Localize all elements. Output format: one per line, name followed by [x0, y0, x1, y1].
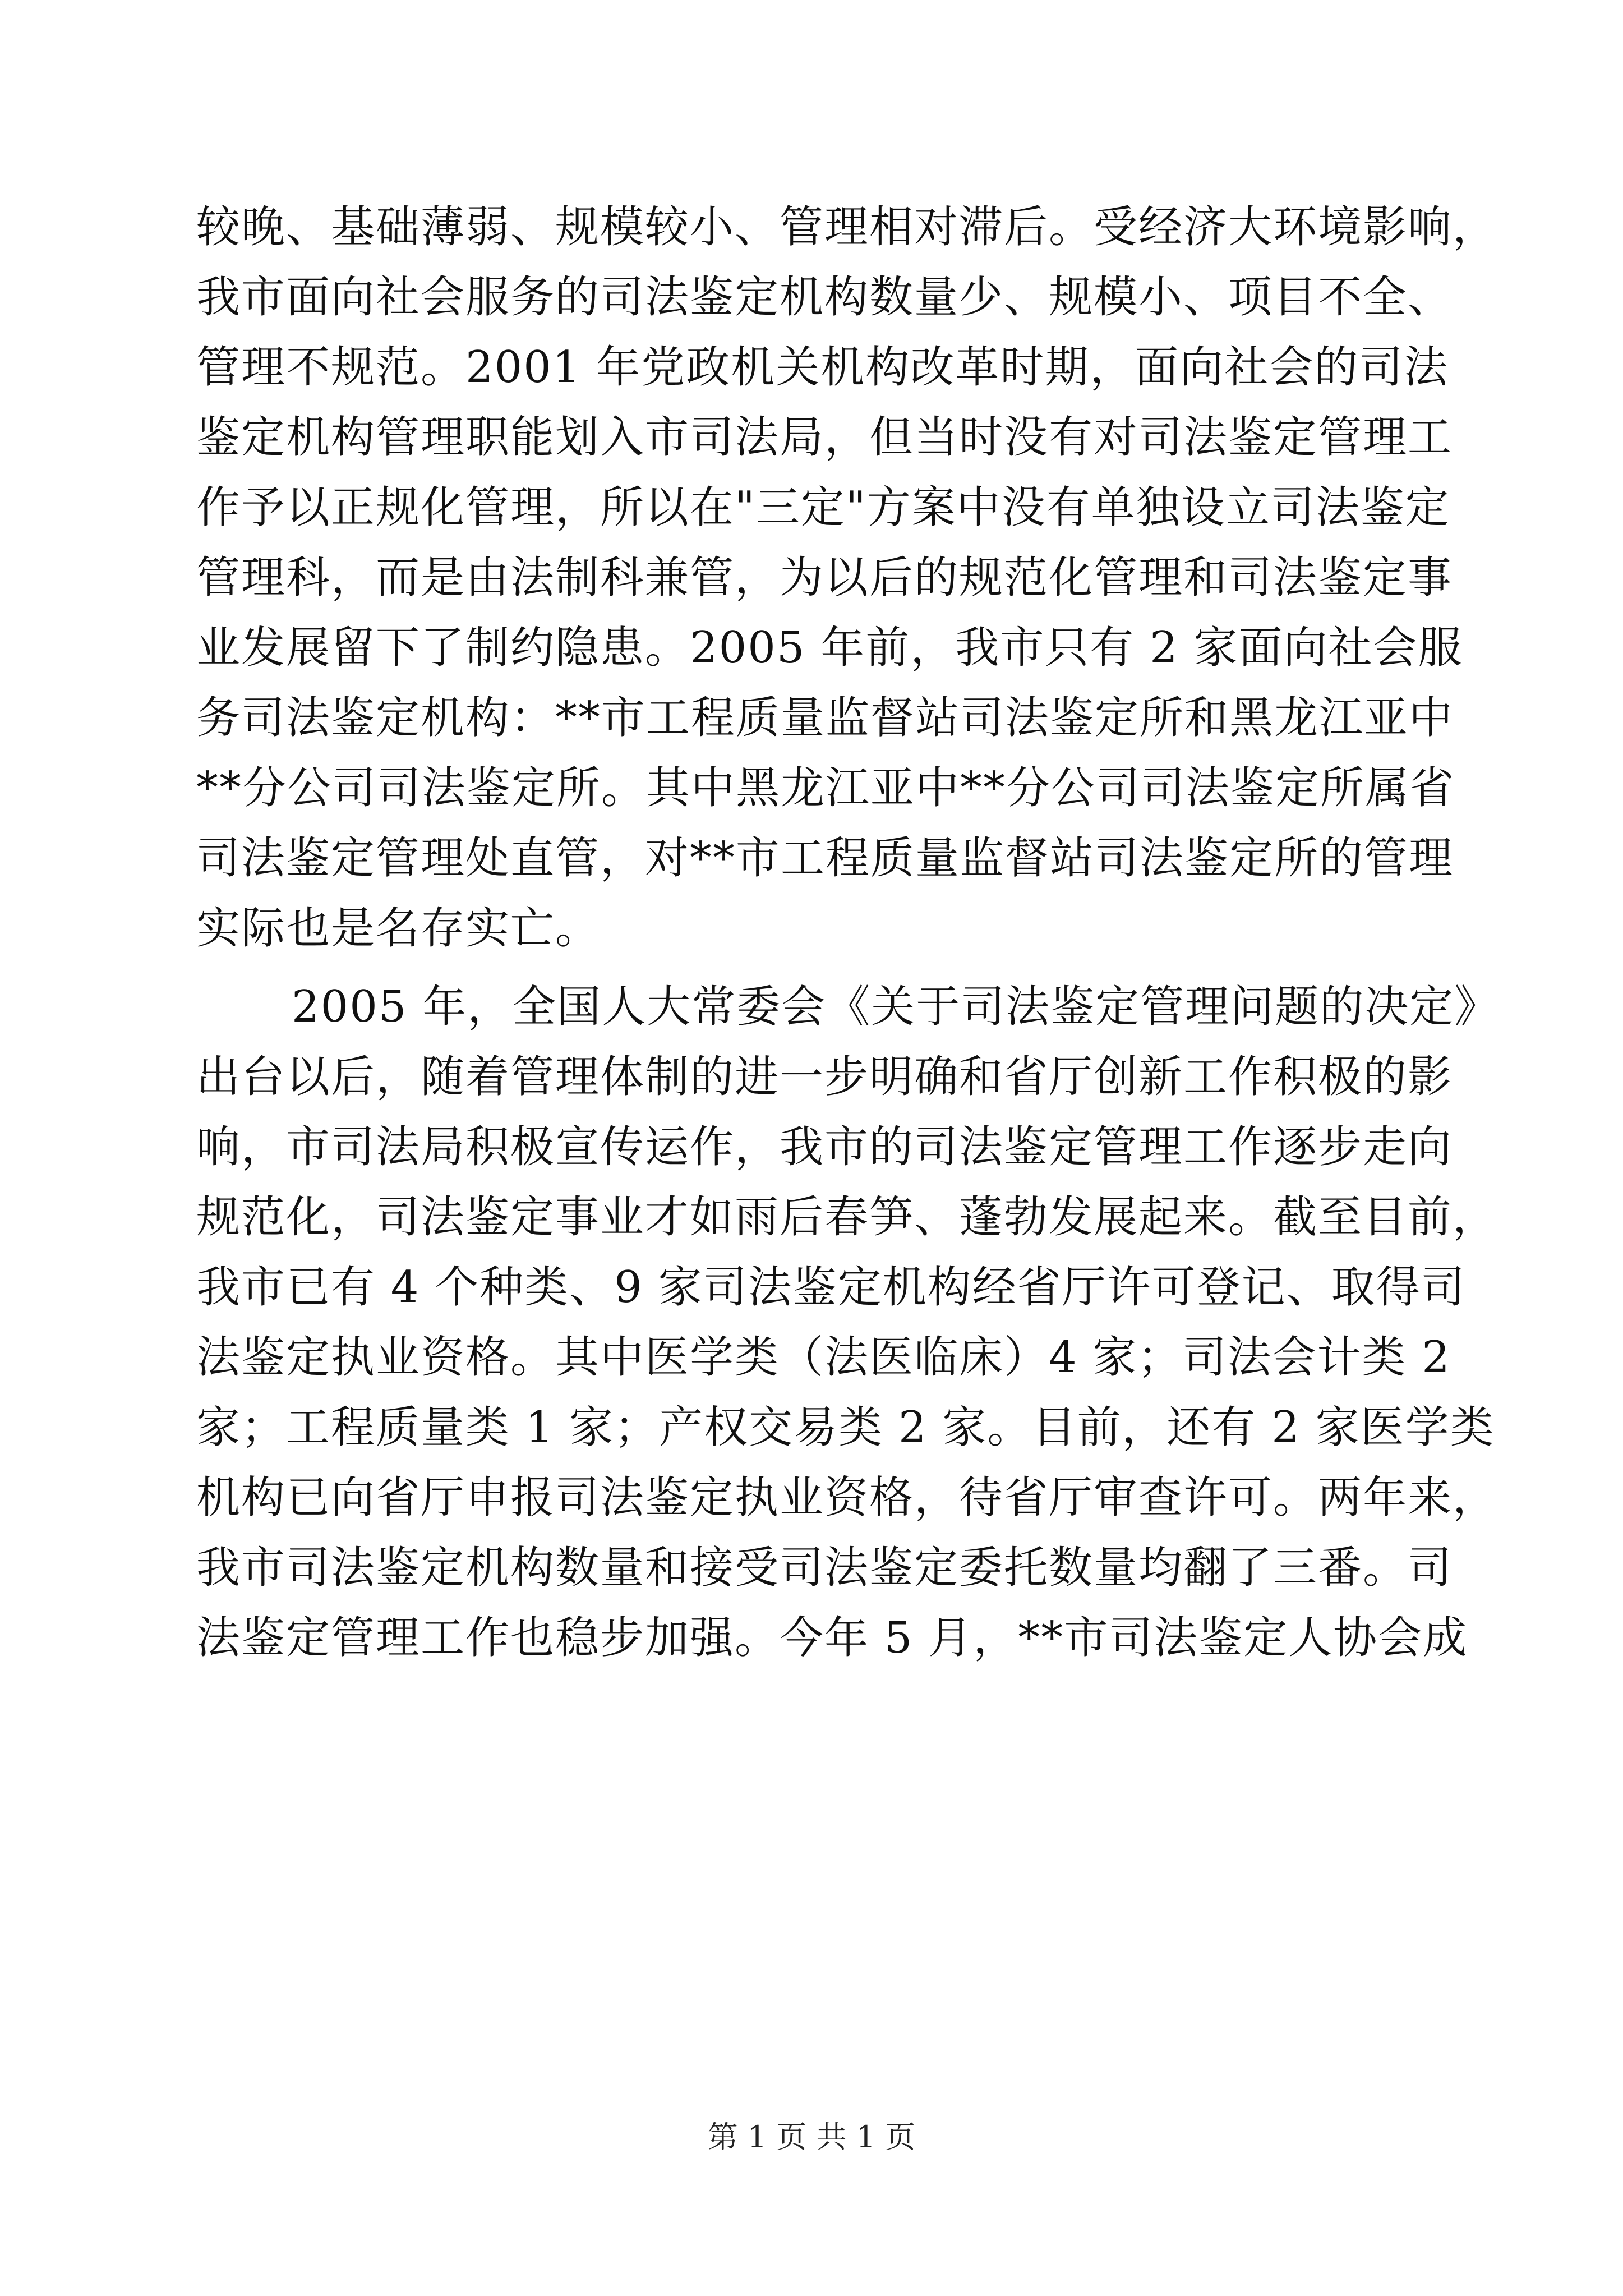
text-line: 鉴定机构管理职能划入市司法局，但当时没有对司法鉴定管理工 [196, 412, 1453, 463]
text-line: 我市已有 4 个种类、9 家司法鉴定机构经省厅许可登记、取得司 [196, 1262, 1466, 1313]
page-footer: 第 1 页 共 1 页 [707, 2119, 916, 2155]
text-line: 管理科，而是由法制科兼管，为以后的规范化管理和司法鉴定事 [196, 553, 1453, 603]
text-line: 法鉴定执业资格。其中医学类（法医临床）4 家；司法会计类 2 [196, 1332, 1451, 1383]
text-line: 法鉴定管理工作也稳步加强。今年 5 月，**市司法鉴定人协会成 [196, 1613, 1468, 1663]
text-line: 作予以正规化管理，所以在"三定"方案中没有单独设立司法鉴定 [196, 482, 1450, 533]
text-line: 我市面向社会服务的司法鉴定机构数量少、规模小、项目不全、 [196, 272, 1453, 323]
text-line: 机构已向省厅申报司法鉴定执业资格，待省厅审查许可。两年来， [196, 1473, 1498, 1523]
text-line: 规范化，司法鉴定事业才如雨后春笋、蓬勃发展起来。截至目前， [196, 1192, 1498, 1243]
text-line: 出台以后，随着管理体制的进一步明确和省厅创新工作积极的影 [196, 1052, 1453, 1102]
text-line: 司法鉴定管理处直管，对**市工程质量监督站司法鉴定所的管理 [196, 833, 1454, 884]
text-line: 实际也是名存实亡。 [196, 903, 601, 954]
paragraph-first-line: 2005 年，全国人大常委会《关于司法鉴定管理问题的决定》 [292, 982, 1500, 1032]
text-line: 响，市司法局积极宣传运作，我市的司法鉴定管理工作逐步走向 [196, 1122, 1453, 1172]
text-line: 务司法鉴定机构：**市工程质量监督站司法鉴定所和黑龙江亚中 [196, 693, 1454, 743]
text-line: 管理不规范。2001 年党政机关机构改革时期，面向社会的司法 [196, 342, 1449, 393]
text-line: 我市司法鉴定机构数量和接受司法鉴定委托数量均翻了三番。司 [196, 1543, 1453, 1593]
text-line: 家；工程质量类 1 家；产权交易类 2 家。目前，还有 2 家医学类 [196, 1402, 1495, 1453]
text-line: **分公司司法鉴定所。其中黑龙江亚中**分公司司法鉴定所属省 [196, 763, 1455, 813]
text-line: 业发展留下了制约隐患。2005 年前，我市只有 2 家面向社会服 [196, 623, 1463, 673]
text-line: 较晚、基础薄弱、规模较小、管理相对滞后。受经济大环境影响， [196, 202, 1498, 252]
